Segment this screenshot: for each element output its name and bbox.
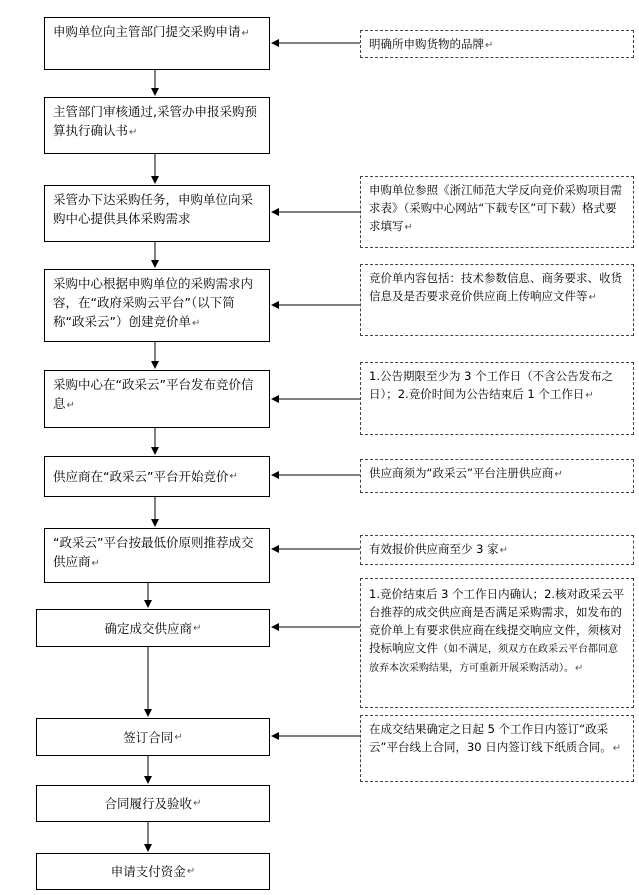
paragraph-mark: ↵ [612, 743, 622, 754]
note-text: 供应商须为“政采云”平台注册供应商 [369, 466, 554, 480]
paragraph-mark: ↵ [193, 798, 202, 809]
paragraph-mark: ↵ [186, 866, 196, 877]
note-text: 竞价单内容包括：技术参数信息、商务要求、收货信息及是否要求竞价供应商上传响应文件等 [369, 271, 622, 303]
step-issue-task [44, 185, 270, 242]
paragraph-mark: ↵ [191, 318, 201, 329]
note-text: 有效报价供应商至少 3 家 [369, 542, 499, 556]
paragraph-mark: ↵ [129, 127, 138, 138]
step-text: 签订合同 [123, 729, 174, 745]
step-text: 合同履行及验收 [104, 796, 193, 811]
note-announcement-period [360, 362, 634, 435]
note-text: 1.竞价结束后 3 个工作日内确认；2.核对政采云平台推荐的成交供应商是否满足采购需求，如发布的竞价单上有要求供应商在线提交响应文件，须核对投标响应文件 [369, 587, 625, 655]
paragraph-mark: ↵ [485, 40, 494, 51]
step-acceptance [36, 785, 270, 822]
note-min-suppliers [360, 535, 634, 565]
paragraph-mark: ↵ [575, 663, 584, 674]
note-text: 在成交结果确定之日起 5 个工作日内签订“政采云”平台线上合同，30 日内签订线下纸质合同。 [369, 722, 612, 754]
step-publish-bid [44, 370, 270, 428]
step-text: 申请支付资金 [110, 864, 186, 879]
step-request-payment [36, 853, 270, 890]
note-text: 明确所申购货物的品牌 [369, 37, 484, 51]
note-small-text: （如不满足，须双方在政采云平台都同意放弃本次采购结果，方可重新开展采购活动）。 [369, 644, 618, 674]
note-registered-supplier [360, 459, 634, 493]
paragraph-mark: ↵ [66, 400, 75, 411]
step-text: 采管办下达采购任务，申购单位向采购中心提供具体采购需求 [53, 192, 254, 226]
step-start-bidding [44, 456, 270, 497]
paragraph-mark: ↵ [91, 558, 100, 569]
paragraph-mark: ↵ [585, 390, 594, 401]
paragraph-mark: ↵ [554, 469, 563, 480]
note-brand [360, 30, 634, 58]
step-create-bid [44, 269, 270, 342]
note-requirement-form [360, 176, 634, 248]
step-sign-contract [36, 718, 270, 756]
paragraph-mark: ↵ [588, 292, 597, 303]
note-confirmation-rules [360, 578, 634, 708]
step-text: 确定成交供应商 [104, 620, 193, 636]
step-submit-application [44, 17, 270, 70]
step-text: 申购单位向主管部门提交采购申请 [53, 24, 241, 39]
step-text: 采购中心根据申购单位的采购需求内容，在“政府采购云平台”（以下简称“政采云”）创建竞价单 [53, 276, 254, 329]
paragraph-mark: ↵ [499, 545, 509, 556]
note-text: 1.公告期限至少为 3 个工作日（不含公告发布之日）；2.竞价时间为公告结束后 1 个工作日 [369, 369, 614, 401]
paragraph-mark: ↵ [229, 471, 238, 482]
step-text: 供应商在“政采云”平台开始竞价 [53, 469, 229, 484]
step-text: “政采云”平台按最低价原则推荐成交供应商 [53, 535, 254, 569]
step-department-approval [44, 97, 270, 154]
step-recommend-supplier [44, 528, 270, 583]
paragraph-mark: ↵ [241, 28, 250, 39]
step-text: 主管部门审核通过,采管办申报采购预算执行确认书 [53, 104, 257, 138]
note-contract-signing [360, 715, 634, 782]
paragraph-mark: ↵ [174, 731, 183, 743]
step-confirm-supplier [36, 609, 270, 647]
paragraph-mark: ↵ [193, 622, 202, 634]
note-bid-content [360, 264, 634, 336]
step-text: 采购中心在“政采云”平台发布竞价信息 [53, 377, 254, 411]
note-text: 申购单位参照《浙江师范大学反向竞价采购项目需求表》（采购中心网站“下载专区”可下载）格式要求填写 [369, 183, 622, 233]
paragraph-mark: ↵ [404, 222, 413, 233]
